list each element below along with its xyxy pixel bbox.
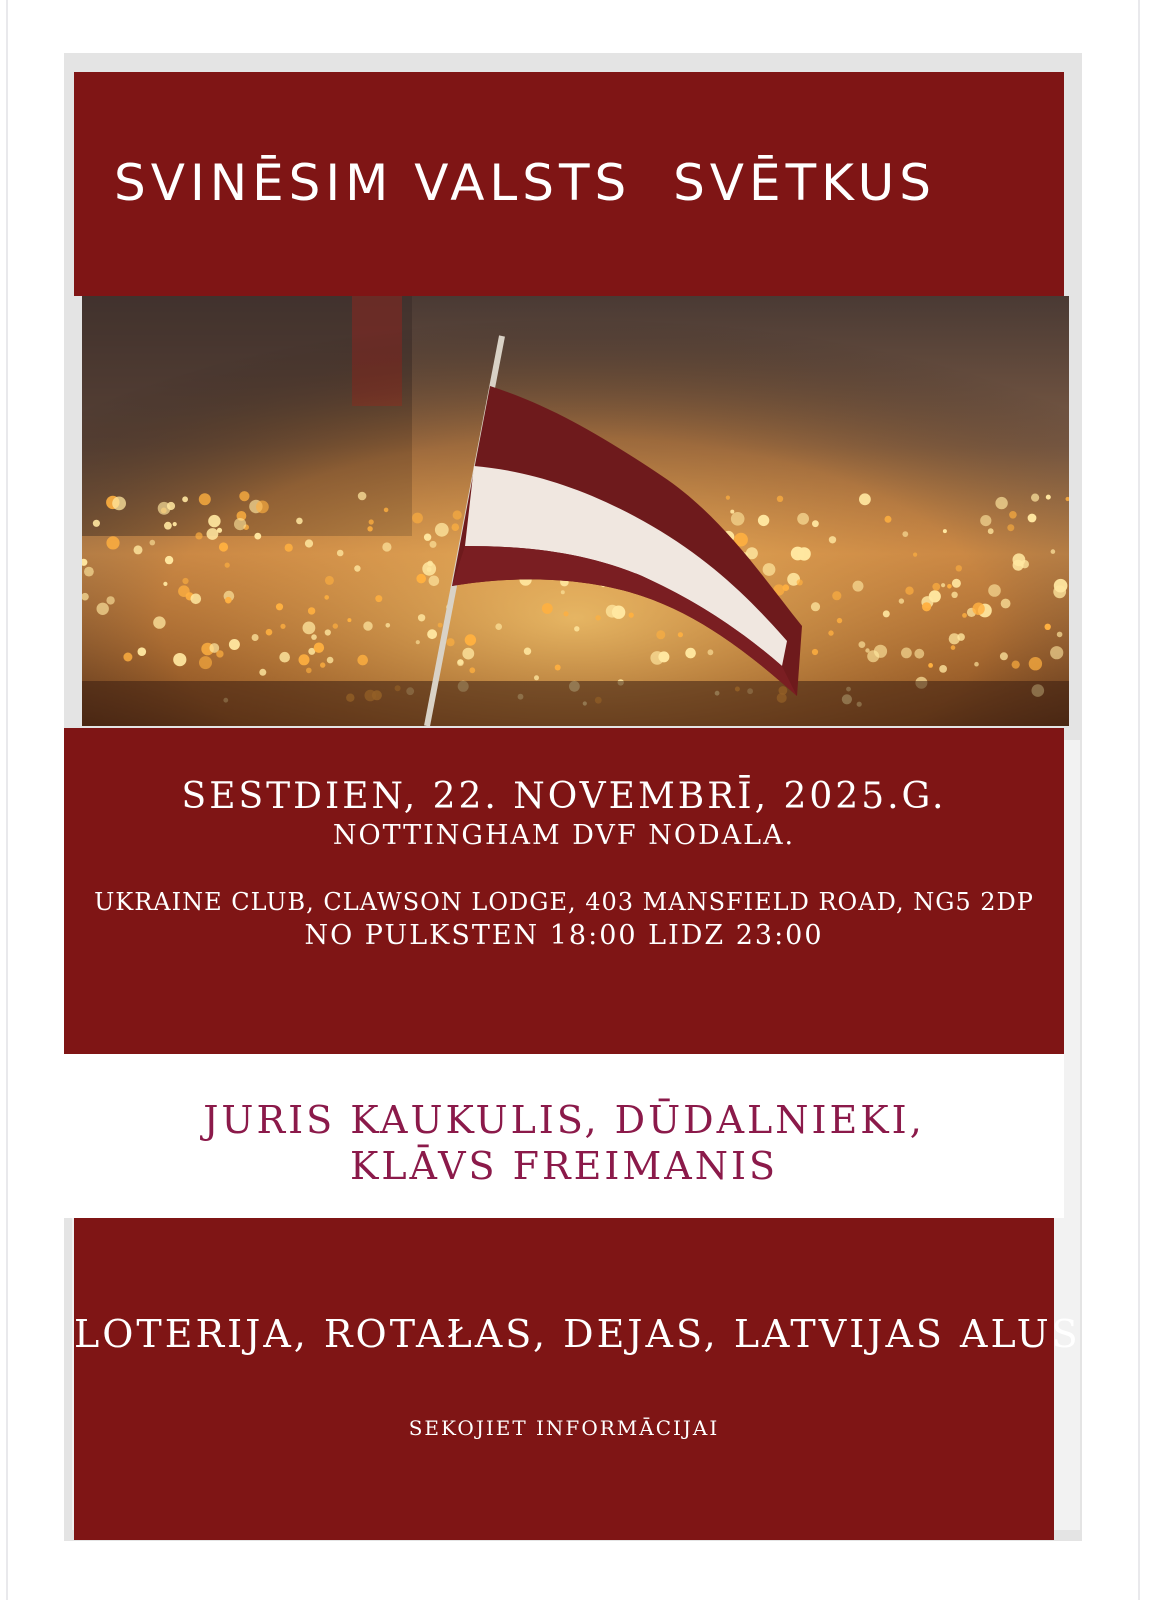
torch-light (829, 536, 836, 543)
activities: LOTERIJA, ROTAŁAS, DEJAS, LATVIJAS ALUS (74, 1312, 1081, 1356)
torch-light (730, 510, 734, 514)
torch-light (914, 649, 924, 659)
torch-light (324, 595, 329, 600)
torch-light (939, 665, 947, 673)
torch-light (685, 648, 696, 659)
torch-light (165, 556, 173, 564)
event-date: SESTDIEN, 22. NOVEMBRĪ, 2025.G. (181, 776, 947, 817)
torch-light (429, 576, 440, 587)
torch-light (1012, 661, 1020, 669)
torch-light (859, 493, 871, 505)
torch-light (678, 632, 683, 637)
follow-info: SEKOJIET INFORMĀCIJAI (408, 1416, 720, 1440)
torch-light (708, 649, 714, 655)
torch-light (853, 581, 864, 592)
torch-light (555, 665, 561, 671)
torch-light (199, 656, 212, 669)
torch-light (932, 583, 940, 591)
torch-light (1046, 495, 1051, 500)
torch-light (534, 675, 539, 680)
torch-light (416, 640, 420, 644)
torch-light (469, 667, 475, 673)
torch-light (266, 629, 273, 636)
torch-light (438, 623, 443, 628)
torch-light (1031, 494, 1039, 502)
torch-light (347, 618, 351, 622)
performers-line-2: KLĀVS FREIMANIS (349, 1144, 779, 1188)
torch-light (974, 662, 979, 667)
event-address: UKRAINE CLUB, CLAWSON LODGE, 403 MANSFIELD ROAD, NG5 2DP (94, 888, 1034, 916)
torch-light (859, 641, 866, 648)
torch-light (995, 497, 1007, 509)
torch-light (123, 653, 132, 662)
torch-light (885, 516, 892, 523)
torch-light (285, 544, 293, 552)
performers-line-1: JURIS KAUKULIS, DŪDALNIEKI, (203, 1098, 925, 1142)
torch-light (337, 550, 344, 557)
activities-band (74, 1218, 1081, 1540)
torch-light (453, 510, 462, 519)
torch-light (791, 547, 805, 561)
torch-light (254, 533, 261, 540)
torch-light (256, 501, 269, 514)
torch-light (452, 523, 460, 531)
torch-light (658, 651, 669, 662)
torch-light (865, 648, 869, 652)
torch-light (837, 618, 842, 623)
torch-light (928, 663, 933, 668)
torch-light (465, 634, 476, 645)
torch-light (299, 654, 310, 665)
torch-light (106, 536, 119, 549)
torch-light (988, 528, 994, 534)
torch-light (252, 634, 259, 641)
torch-light (899, 598, 904, 603)
torch-light (612, 606, 625, 619)
torch-light (1045, 624, 1051, 630)
torch-light (726, 496, 730, 500)
torch-light (84, 567, 94, 577)
torch-light (951, 645, 956, 650)
torch-light (314, 643, 324, 653)
torch-light (239, 491, 249, 501)
torch-light (427, 629, 437, 639)
torch-light (229, 639, 240, 650)
torch-light (416, 574, 426, 584)
torch-light (412, 513, 423, 524)
torch-light (595, 615, 600, 620)
torch-light (422, 562, 436, 576)
torch-light (138, 647, 147, 656)
torch-light (905, 587, 913, 595)
torch-light (812, 649, 818, 655)
event-info-band (64, 728, 1064, 1054)
torch-light (134, 545, 143, 554)
torch-light (929, 590, 941, 602)
event-time: NO PULKSTEN 18:00 LIDZ 23:00 (304, 920, 824, 951)
torch-light (217, 528, 222, 533)
torch-light (495, 623, 502, 630)
torch-light (574, 626, 579, 631)
torch-light (173, 653, 186, 666)
torch-light (812, 520, 819, 527)
torch-light (358, 492, 367, 501)
torch-light (97, 603, 109, 615)
torch-light (758, 515, 769, 526)
torch-light (178, 585, 190, 597)
torch-light (1007, 524, 1014, 531)
torch-light (956, 565, 962, 571)
torch-light (182, 496, 188, 502)
torch-light (225, 563, 230, 568)
torch-light (382, 542, 391, 551)
torch-light (207, 528, 219, 540)
torch-light (375, 595, 382, 602)
torch-light (1057, 632, 1063, 638)
torch-light (191, 594, 202, 605)
torch-light (542, 603, 553, 614)
torch-light (199, 493, 211, 505)
torch-light (225, 597, 232, 604)
torch-light (153, 616, 165, 628)
torch-light (962, 613, 967, 618)
torch-light (901, 648, 912, 659)
torch-light (150, 540, 156, 546)
torch-light (369, 519, 374, 524)
torch-light (303, 622, 316, 635)
torch-light (1028, 514, 1037, 523)
torch-light (783, 584, 790, 591)
torch-light (1050, 646, 1063, 659)
torch-light (208, 515, 220, 527)
torch-light (1001, 599, 1011, 609)
torch-light (763, 563, 776, 576)
torch-light (430, 541, 437, 548)
torch-light (306, 668, 312, 674)
torch-light (972, 603, 984, 615)
torch-light (1009, 511, 1017, 519)
torch-light (386, 623, 391, 628)
torch-light (457, 659, 464, 666)
torch-light (173, 522, 177, 526)
torch-light (629, 613, 634, 618)
torch-light (902, 531, 908, 537)
torch-light (1000, 652, 1008, 660)
torch-light (219, 542, 228, 551)
torch-light (280, 624, 285, 629)
torch-light (279, 652, 290, 663)
torch-light (311, 634, 317, 640)
torch-light (828, 630, 833, 635)
torch-light (216, 650, 223, 657)
torch-light (980, 515, 991, 526)
torch-light (296, 518, 303, 525)
torch-light (777, 496, 783, 502)
organizer: NOTTINGHAM DVF NODALA. (332, 820, 796, 851)
torch-light (363, 621, 372, 630)
torch-light (93, 520, 100, 527)
torch-light (367, 526, 372, 531)
torch-light (106, 596, 114, 604)
torch-light (164, 522, 172, 530)
torch-light (325, 576, 334, 585)
torch-light (354, 565, 360, 571)
torch-light (952, 579, 961, 588)
torch-light (1013, 560, 1024, 571)
torch-light (276, 603, 283, 610)
torch-light (988, 584, 1001, 597)
torch-light (524, 648, 531, 655)
torch-light (308, 607, 315, 614)
torch-light (182, 578, 188, 584)
torch-light (158, 502, 171, 515)
torch-light (320, 662, 325, 667)
torch-light (325, 629, 331, 635)
torch-light (656, 630, 665, 639)
torch-light (112, 497, 126, 511)
torchlight-flag-photo (82, 296, 1069, 726)
torch-light (259, 669, 266, 676)
torch-light (943, 529, 947, 533)
torch-light (234, 518, 246, 530)
torch-light (327, 657, 334, 664)
torch-light (384, 508, 389, 513)
torch-light (797, 579, 803, 585)
torch-light (163, 582, 167, 586)
torch-light (947, 584, 952, 589)
torch-light (913, 553, 917, 557)
torch-light (418, 614, 425, 621)
performers-section (64, 1054, 1064, 1218)
torch-light (949, 633, 960, 644)
torch-light (462, 648, 474, 660)
torch-light (305, 539, 313, 547)
torch-light (922, 602, 931, 611)
torch-light (874, 645, 887, 658)
torch-light (357, 655, 368, 666)
torch-light (941, 583, 945, 587)
torch-light (435, 523, 449, 537)
torch-light (883, 610, 890, 617)
torch-light (424, 534, 431, 541)
torch-light (1029, 657, 1042, 670)
torch-light (446, 638, 454, 646)
poster-title: SVINĒSIM VALSTS SVĒTKUS (114, 154, 936, 212)
title-band (74, 72, 1064, 296)
crowd-shadow (82, 681, 1069, 726)
torch-light (797, 513, 809, 525)
torch-light (832, 591, 841, 600)
torch-light (1051, 549, 1056, 554)
torch-light (811, 602, 820, 611)
torch-light (561, 590, 565, 594)
torch-light (333, 623, 338, 628)
torch-light (951, 592, 957, 598)
torch-light (563, 611, 568, 616)
torch-light (1054, 579, 1068, 593)
torch-light (731, 512, 745, 526)
torch-light (195, 532, 202, 539)
